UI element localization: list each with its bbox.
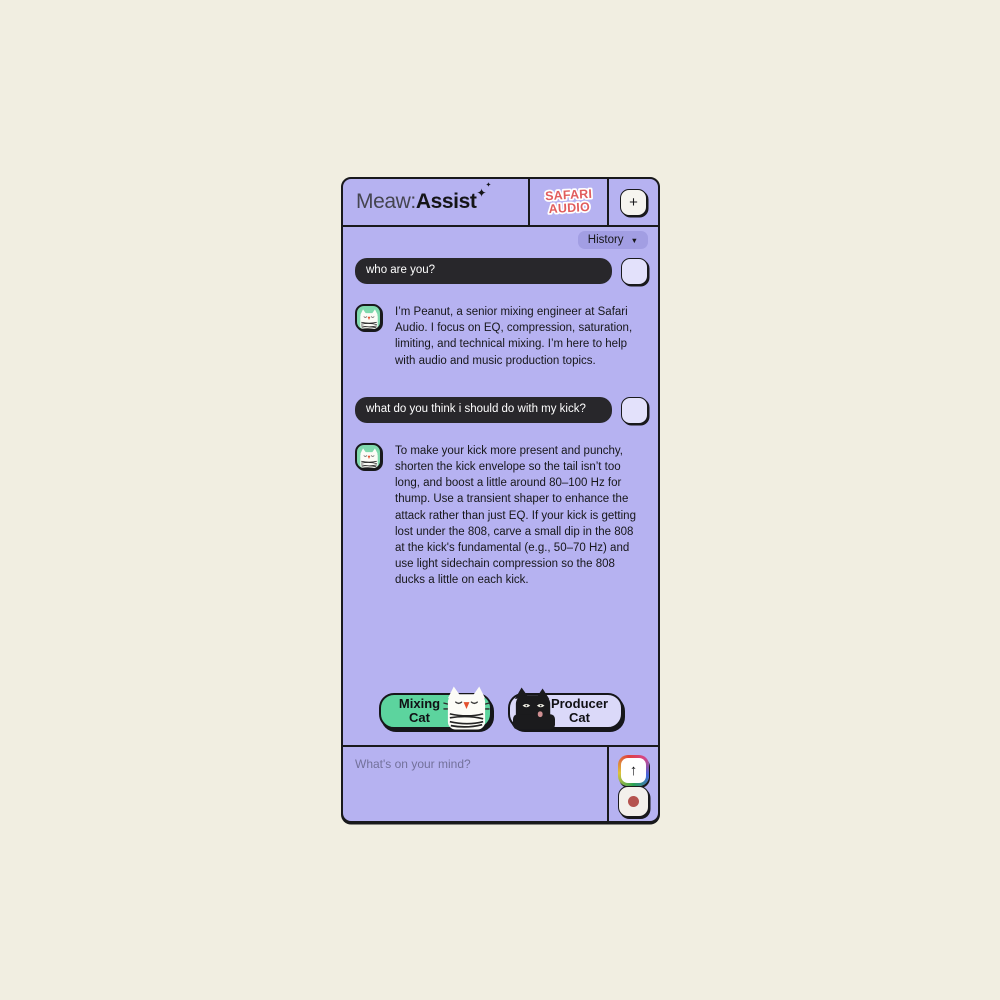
header-actions [609, 179, 658, 225]
chat-area [343, 227, 658, 745]
user-message-bubble: who are you? [355, 258, 612, 284]
safari-audio-logo [530, 179, 609, 225]
producer-cat-label: Producer Cat [550, 696, 609, 725]
mixing-cat-label: Mixing Cat [398, 696, 441, 725]
sparkle-icon: ✦ ✦ [476, 182, 491, 200]
producer-cat-button[interactable] [508, 693, 623, 729]
history-row [355, 231, 648, 249]
new-chat-button[interactable] [620, 189, 647, 216]
arrow-up-icon: ↑ [629, 762, 638, 779]
user-message-row [355, 397, 648, 424]
record-dot-icon [628, 796, 639, 807]
assistant-window [341, 177, 660, 823]
composer [343, 745, 658, 821]
history-label: History [587, 234, 624, 246]
safari-audio-logo-icon [535, 183, 603, 220]
composer-buttons [607, 747, 658, 821]
user-avatar [621, 397, 648, 424]
history-button[interactable] [578, 231, 648, 249]
white-cat-icon [358, 448, 380, 469]
app-title [343, 179, 530, 225]
app-title-light: Meaw: [356, 190, 416, 213]
assistant-message-text: To make your kick more present and punchy, shorten the kick envelope so the tail isn’t too long, and boost a little around 80–100 Hz for thump. Use a transient shaper to enhance the attack rather than just EQ. If your kick is getting lost under the 808, carve a small dip in the 808 at the kick's fundamental (e.g., 50–70 Hz) and use light sidechain compression so the 808 ducks a little on each kick. [395, 444, 636, 587]
svg-text:SAFARI: SAFARI [544, 186, 592, 204]
suggestion-buttons [343, 693, 658, 729]
chevron-down-icon: ▼ [630, 236, 638, 245]
plus-icon: + [629, 193, 638, 211]
assistant-avatar [355, 443, 382, 470]
svg-text:AUDIO: AUDIO [547, 199, 590, 217]
app-title-bold: Assist [415, 190, 477, 213]
user-message-bubble: what do you think i should do with my kick? [355, 397, 612, 423]
assistant-message-row [355, 304, 648, 369]
user-message-row [355, 258, 648, 285]
message-input[interactable] [343, 747, 607, 821]
send-button[interactable] [618, 755, 649, 786]
user-avatar [621, 258, 648, 285]
header [343, 179, 658, 227]
record-button[interactable] [618, 786, 649, 817]
assistant-avatar [355, 304, 382, 331]
assistant-message-text: I’m Peanut, a senior mixing engineer at Safari Audio. I focus on EQ, compression, saturation, limiting, and technical mixing. I’m here to help with audio and music production topics. [395, 306, 633, 367]
mixing-cat-button[interactable] [379, 693, 492, 729]
white-cat-icon [358, 309, 380, 330]
assistant-message-row [355, 443, 648, 589]
